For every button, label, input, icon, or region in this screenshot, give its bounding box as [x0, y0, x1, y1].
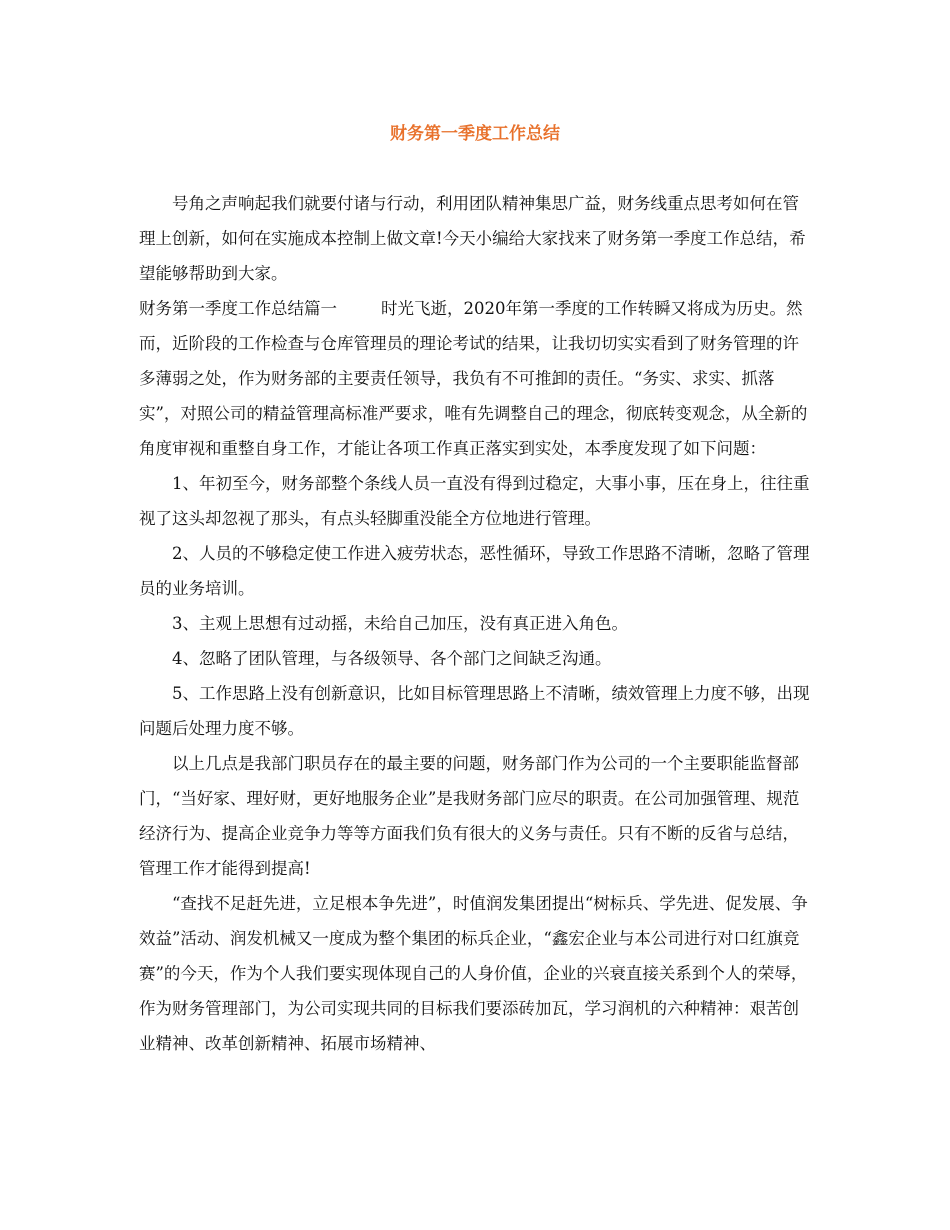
problem-item-5: 5、工作思路上没有创新意识，比如目标管理思路上不清晰，绩效管理上力度不够，出现问题后处理力度不够。: [139, 684, 810, 738]
section-paragraph: [139, 291, 811, 466]
closing-paragraph: “查找不足赶先进，立足根本争先进”，时值润发集团提出“树标兵、学先进、促发展、争效益”活动、润发机械又一度成为整个集团的标兵企业，“鑫宏企业与本公司进行对口红旗竞赛”的今天，作为个人我们要实现体现自己的人身价值，企业的兴衰直接关系到个人的荣辱，作为财务管理部门，为公司实现共同的目标我们要添砖加瓦，学习润机的六种精神：艰苦创业精神、改革创新精神、拓展市场精神、: [139, 894, 808, 1053]
intro-paragraph: 号角之声响起我们就要付诸与行动，利用团队精神集思广益，财务线重点思考如何在管理上创新，如何在实施成本控制上做文章!今天小编给大家找来了财务第一季度工作总结，希望能够帮助到大家。: [139, 194, 806, 283]
problem-item-2: 2、人员的不够稳定使工作进入疲劳状态，恶性循环，导致工作思路不清晰，忽略了管理员的业务培训。: [139, 544, 810, 598]
section-heading: 财务第一季度工作总结篇一: [139, 299, 337, 318]
problem-item-4: 4、忽略了团队管理，与各级领导、各个部门之间缺乏沟通。: [172, 649, 612, 668]
document-title: 财务第一季度工作总结: [390, 124, 560, 144]
document-body: [139, 186, 811, 1061]
reflection-paragraph: 以上几点是我部门职员存在的最主要的问题，财务部门作为公司的一个主要职能监督部门，“当好家、理好财，更好地服务企业”是我财务部门应尽的职责。在公司加强管理、规范经济行为、提高企业竞争力等等方面我们负有很大的义务与责任。只有不断的反省与总结，管理工作才能得到提高!: [139, 754, 800, 878]
problem-item-1: 1、年初至今，财务部整个条线人员一直没有得到过稳定，大事小事，压在身上，往往重视了这头却忽视了那头，有点头轻脚重没能全方位地进行管理。: [139, 474, 810, 528]
problem-item-3: 3、主观上思想有过动摇，未给自己加压，没有真正进入角色。: [172, 614, 628, 633]
section-opening: 时光飞逝，2020年第一季度的工作转瞬又将成为历史。然而，近阶段的工作检查与仓库管理员的理论考试的结果，让我切切实实看到了财务管理的许多薄弱之处，作为财务部的主要责任领导，我负有不可推卸的责任。“务实、求实、抓落实”，对照公司的精益管理高标准严要求，唯有先调整自己的理念，彻底转变观念，从全新的角度审视和重整自身工作，才能让各项工作真正落实到实处，本季度发现了如下问题：: [139, 299, 808, 458]
